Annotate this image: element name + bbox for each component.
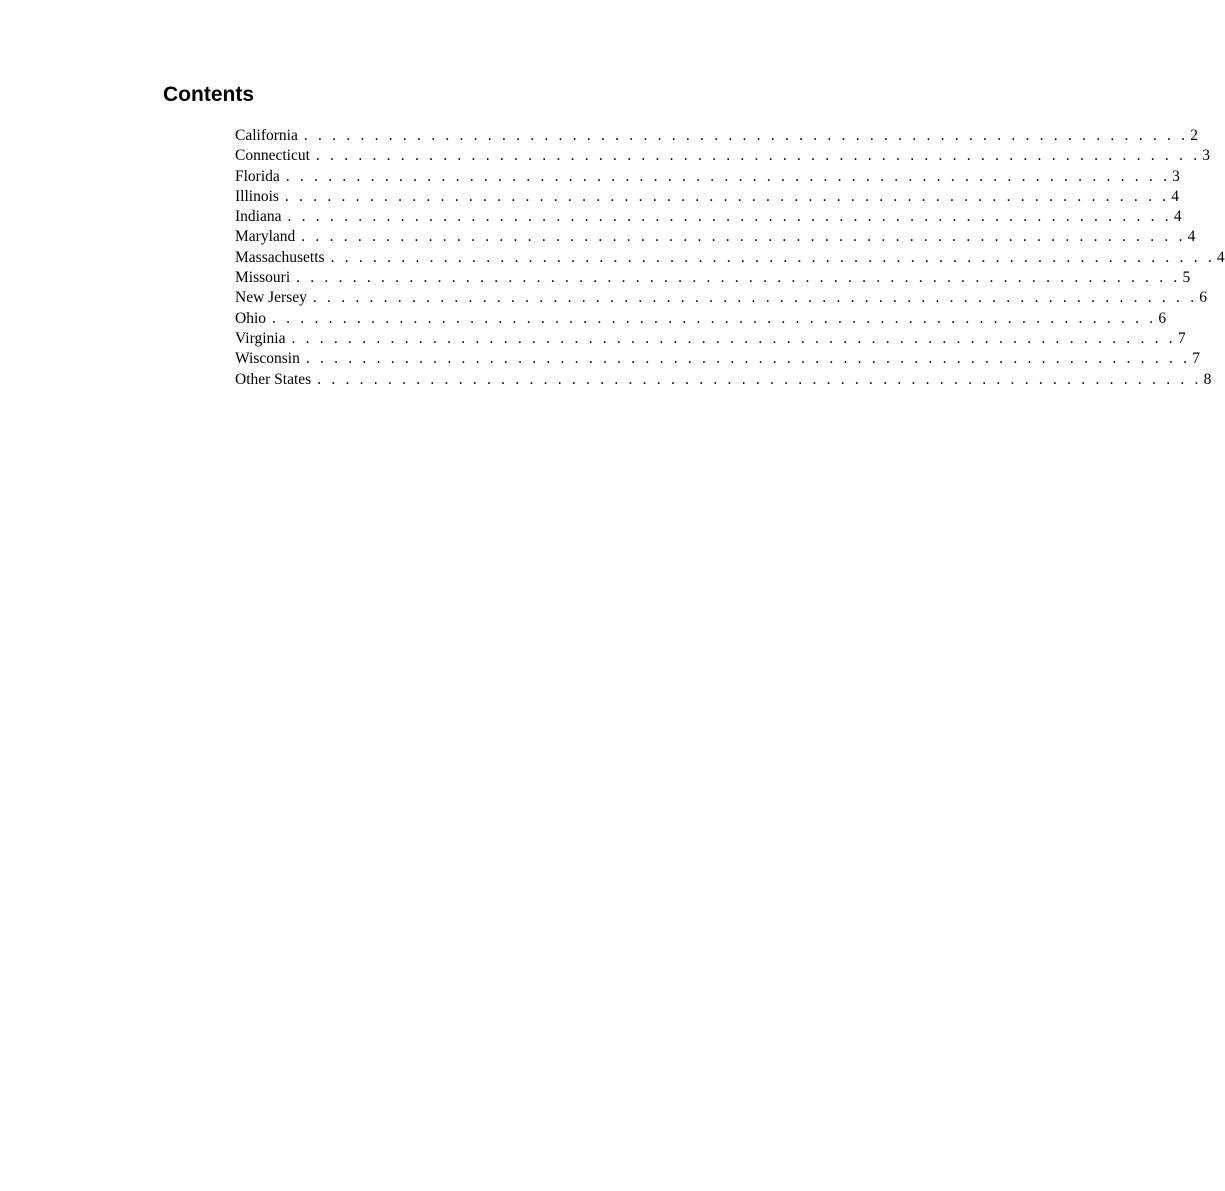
- table-of-contents: [235, 126, 1225, 390]
- toc-entry-label: Florida: [235, 167, 280, 185]
- toc-entry-page-number: 4: [1173, 208, 1182, 226]
- page-title: Contents: [163, 83, 254, 106]
- toc-entry-label: California: [235, 127, 298, 144]
- dot-leader: . . . . . . . . . . . . . . . . . . . . . . . . . . . . . . . . . . . . . . . . . . . . . . . . . . . . . . . . . . . . . . .: [305, 350, 1191, 368]
- toc-entry-page-number: 4: [1187, 228, 1196, 246]
- toc-entry-label: Illinois: [235, 187, 279, 205]
- toc-entry-missouri[interactable]: [235, 268, 1191, 288]
- dot-leader: . . . . . . . . . . . . . . . . . . . . . . . . . . . . . . . . . . . . . . . . . . . . . . . . . . . . . . . . . . . . . . .: [315, 147, 1201, 165]
- dot-leader: . . . . . . . . . . . . . . . . . . . . . . . . . . . . . . . . . . . . . . . . . . . . . . . . . . . . . . . . . . . . . . .: [285, 167, 1171, 185]
- toc-entry-label: Virginia: [235, 329, 286, 347]
- toc-entry-page-number: 4: [1171, 187, 1180, 205]
- toc-entry-page-number: 5: [1182, 269, 1191, 287]
- toc-entry-wisconsin[interactable]: [235, 349, 1200, 369]
- toc-entry-page-number: 8: [1203, 370, 1212, 388]
- toc-entry-page-number: 3: [1172, 167, 1180, 185]
- toc-entry-connecticut[interactable]: [235, 146, 1211, 166]
- dot-leader: . . . . . . . . . . . . . . . . . . . . . . . . . . . . . . . . . . . . . . . . . . . . . . . . . . . . . . . . . . . . . . .: [291, 329, 1176, 347]
- dot-leader: . . . . . . . . . . . . . . . . . . . . . . . . . . . . . . . . . . . . . . . . . . . . . . . . . . . . . . . . . . . . . . .: [296, 269, 1181, 287]
- toc-entry-florida[interactable]: [235, 167, 1180, 187]
- dot-leader: . . . . . . . . . . . . . . . . . . . . . . . . . . . . . . . . . . . . . . . . . . . . . . . . . . . . . . . . . . . . . . .: [312, 289, 1198, 307]
- toc-entry-other-states[interactable]: [235, 370, 1212, 390]
- dot-leader: . . . . . . . . . . . . . . . . . . . . . . . . . . . . . . . . . . . . . . . . . . . . . . . . . . . . . . . . . . . . . . .: [303, 127, 1189, 144]
- dot-leader: . . . . . . . . . . . . . . . . . . . . . . . . . . . . . . . . . . . . . . . . . . . . . . . . . . . . . . . . . . . . . . .: [317, 370, 1202, 388]
- toc-entry-page-number: 4: [1216, 248, 1225, 266]
- toc-entry-label: Ohio: [235, 309, 266, 327]
- toc-entry-label: Other States: [235, 370, 312, 388]
- dot-leader: . . . . . . . . . . . . . . . . . . . . . . . . . . . . . . . . . . . . . . . . . . . . . . . . . . . . . . . . . . . . . . .: [284, 187, 1170, 205]
- toc-entry-label: Massachusetts: [235, 248, 325, 266]
- toc-entry-ohio[interactable]: [235, 309, 1167, 329]
- toc-entry-page-number: 7: [1177, 329, 1186, 347]
- toc-entry-new-jersey[interactable]: [235, 288, 1208, 308]
- toc-entry-page-number: 2: [1190, 127, 1198, 144]
- toc-entry-california[interactable]: [235, 126, 1198, 146]
- toc-entry-label: Wisconsin: [235, 350, 300, 368]
- toc-entry-label: Connecticut: [235, 147, 310, 165]
- toc-entry-illinois[interactable]: [235, 187, 1180, 207]
- dot-leader: . . . . . . . . . . . . . . . . . . . . . . . . . . . . . . . . . . . . . . . . . . . . . . . . . . . . . . . . . . . . . . .: [330, 248, 1215, 266]
- toc-entry-maryland[interactable]: [235, 227, 1196, 247]
- dot-leader: . . . . . . . . . . . . . . . . . . . . . . . . . . . . . . . . . . . . . . . . . . . . . . . . . . . . . . . . . . . . . . .: [287, 208, 1172, 226]
- toc-entry-label: New Jersey: [235, 289, 307, 307]
- toc-entry-label: Maryland: [235, 228, 296, 246]
- toc-entry-indiana[interactable]: [235, 207, 1182, 227]
- toc-entry-page-number: 3: [1202, 147, 1211, 165]
- toc-entry-label: Missouri: [235, 269, 291, 287]
- toc-entry-page-number: 7: [1192, 350, 1200, 368]
- toc-entry-page-number: 6: [1199, 289, 1208, 307]
- toc-entry-label: Indiana: [235, 208, 282, 226]
- toc-entry-page-number: 6: [1158, 309, 1167, 327]
- toc-entry-massachusetts[interactable]: [235, 248, 1225, 268]
- toc-entry-virginia[interactable]: [235, 329, 1186, 349]
- dot-leader: . . . . . . . . . . . . . . . . . . . . . . . . . . . . . . . . . . . . . . . . . . . . . . . . . . . . . . . . . . . . . . .: [272, 309, 1157, 327]
- dot-leader: . . . . . . . . . . . . . . . . . . . . . . . . . . . . . . . . . . . . . . . . . . . . . . . . . . . . . . . . . . . . . . .: [301, 228, 1186, 246]
